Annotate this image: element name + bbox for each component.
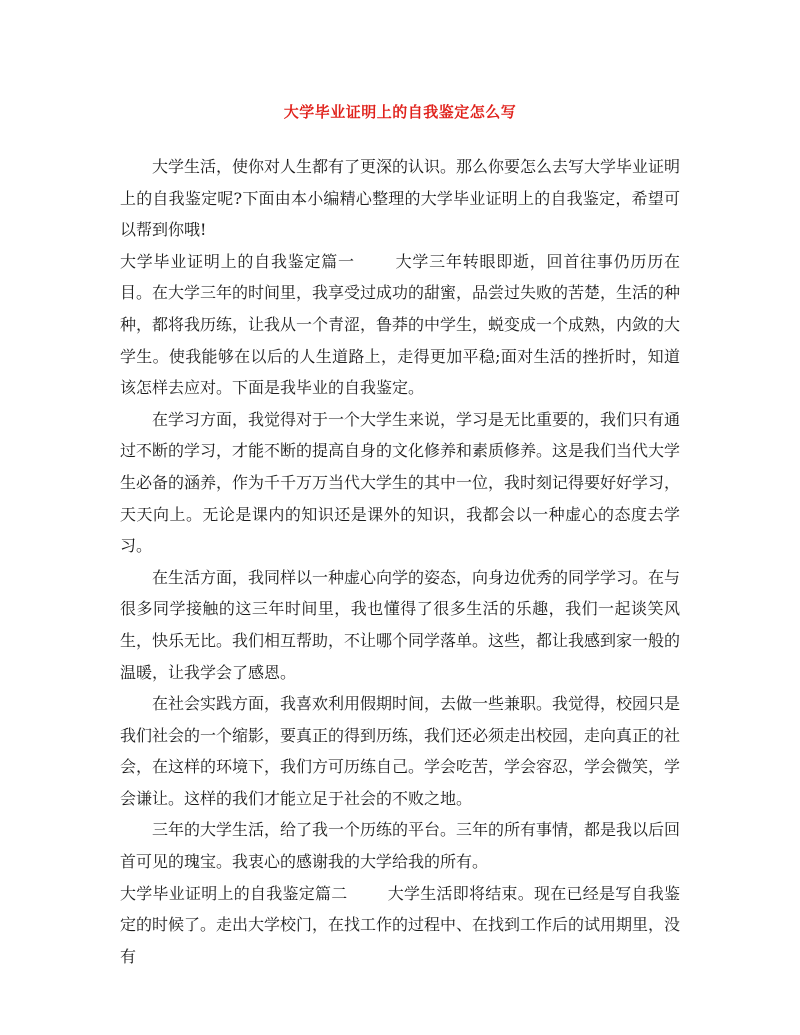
document-title: 大学毕业证明上的自我鉴定怎么写 bbox=[283, 103, 517, 121]
practice-paragraph: 在社会实践方面，我喜欢利用假期时间，去做一些兼职。我觉得，校园只是我们社会的一个缩影，要真正的得到历练，我们还必须走出校园，走向真正的社会，在这样的环境下，我们方可历练自己。学会吃苦，学会容忍，学会微笑，学会谦让。这样的我们才能立足于社会的不败之地。 bbox=[120, 694, 681, 808]
summary-paragraph: 三年的大学生活，给了我一个历练的平台。三年的所有事情，都是我以后回首可见的瑰宝。我衷心的感谢我的大学给我的所有。 bbox=[120, 820, 681, 872]
section-1-lead bbox=[120, 246, 680, 404]
section-2-heading: 大学毕业证明上的自我鉴定篇二 bbox=[120, 883, 348, 903]
document-body bbox=[120, 151, 680, 972]
section-1-heading: 大学毕业证明上的自我鉴定篇一 bbox=[120, 251, 355, 271]
section-2-lead bbox=[120, 878, 680, 973]
intro-paragraph: 大学生活，使你对人生都有了更深的认识。那么你要怎么去写大学毕业证明上的自我鉴定呢?下面由本小编精心整理的大学毕业证明上的自我鉴定，希望可以帮到你哦! bbox=[120, 157, 681, 240]
section-2-opening: 大学生活即将结束。现在已经是写自我鉴定的时候了。走出大学校门，在找工作的过程中、在找到工作后的试用期里，没有 bbox=[120, 883, 681, 966]
study-paragraph: 在学习方面，我觉得对于一个大学生来说，学习是无比重要的，我们只有通过不断的学习，才能不断的提高自身的文化修养和素质修养。这是我们当代大学生必备的涵养，作为千千万万当代大学生的其中一位，我时刻记得要好好学习，天天向上。无论是课内的知识还是课外的知识，我都会以一种虚心的态度去学习。 bbox=[120, 409, 681, 556]
life-paragraph: 在生活方面，我同样以一种虚心向学的姿态，向身边优秀的同学学习。在与很多同学接触的这三年时间里，我也懂得了很多生活的乐趣，我们一起谈笑风生，快乐无比。我们相互帮助，不让哪个同学落单。这些，都让我感到家一般的温暖，让我学会了感恩。 bbox=[120, 567, 681, 682]
section-1-opening: 大学三年转眼即逝，回首往事仍历历在目。在大学三年的时间里，我享受过成功的甜蜜，品尝过失败的苦楚，生活的种种，都将我历练，让我从一个青涩，鲁莽的中学生，蜕变成一个成熟，内敛的大学生。使我能够在以后的人生道路上，走得更加平稳;面对生活的挫折时，知道该怎样去应对。下面是我毕业的自我鉴定。 bbox=[120, 251, 681, 398]
